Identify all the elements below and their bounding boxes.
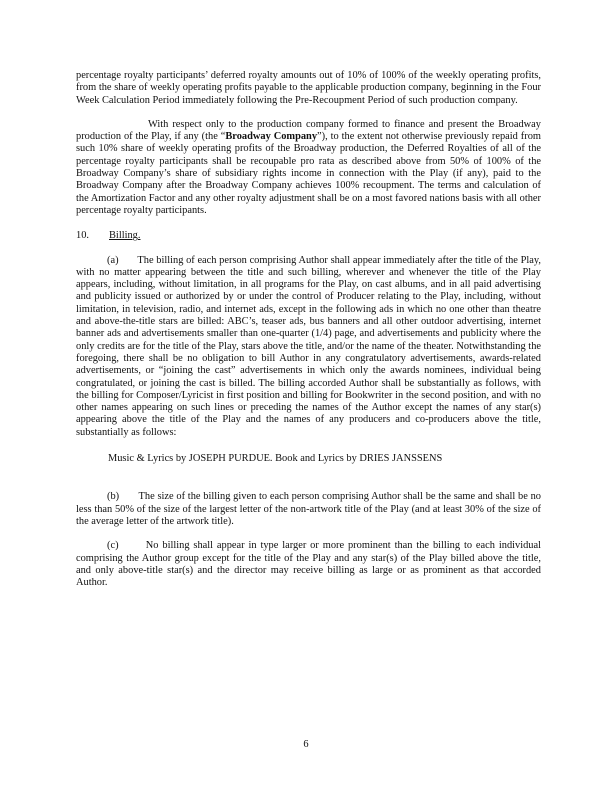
subsection-a-label: (a) [107, 254, 119, 266]
billing-credit-line: Music & Lyrics by JOSEPH PURDUE. Book and Lyrics by DRIES JANSSENS [108, 453, 443, 465]
paragraph-broadway-company-end: ”), to the extent not otherwise previously repaid from such 10% share of weekly operating profits of the Broadway production, the Deferred Royalties of all of the percentage royalty participants shall be recoupable pro rata as described above from 50% of 100% of the Broadway Company’s share of subsidiary rights income in connection with the Play (if any), paid to the Broadway Company after the Broadway Company achieves 100% recoupment. The terms and calculation of the Amortization Factor and any other royalty adjustment shall be on a most favored nations basis with all other percentage royalty participants. [76, 131, 541, 216]
subsection-a-text: The billing of each person comprising Author shall appear immediately after the title of the Play, with no matter appearing between the title and such billing, wherever and whenever the title of the Play appears, including, without limitation, in all programs for the Play, on cast albums, and in all paid advertising and publicity issued or authorized by or under the control of Producer relating to the Play, including, without limitation, in television, radio, and internet ads, except in the following ads in which no one other than theatre and above-the-title stars are billed: ABC’s, teaser ads, bus banners and all other outdoor advertising, internet banner ads and advertisements smaller than one-quarter (1/4) page, and advertisements and publicity where the only credits are for the title of the Play, stars above the title, and/or the name of the theater. Notwithstanding the foregoing, there shall be no obligation to bill Author in any congratulatory advertisements, awards-related advertisements, or “joining the cast” advertisements in which only the awards nominees, individual being congratulated, or joining the cast is billed. The billing accorded Author shall be substantially as follows, with the billing for Composer/Lyricist in first position and billing for Bookwriter in the second position, and with no other names appearing on such lines or preceding the names of the Author except the names of any star(s) appearing above the title of the Play and the names of any producers and co-producers above the title, substantially as follows: [76, 254, 542, 438]
page-number: 6 [303, 739, 309, 750]
section-heading-billing [76, 230, 541, 242]
paragraph-broadway-company-start: With respect only to the production company formed to finance and present the Broadway production of the Play, if any (the “ [76, 118, 541, 143]
subsection-b [76, 491, 541, 528]
subsection-b-label: (b) [107, 491, 120, 503]
document-page [76, 70, 541, 589]
subsection-b-text: The size of the billing given to each person comprising Author shall be the same and shall be no less than 50% of the size of the largest letter of the non-artwork title of the Play (and at least 30% of the size of the average letter of the artwork title). [76, 491, 542, 527]
section-number: 10. [76, 230, 89, 242]
paragraph-deferred-royalties: percentage royalty participants’ deferred royalty amounts out of 10% of 100% of the weekly operating profits, from the share of weekly operating profits payable to the applicable production company, beginning in the Four Week Calculation Period immediately following the Pre-Recoupment Period of such production company. [76, 70, 541, 106]
paragraph-broadway-company [76, 119, 541, 217]
section-title: Billing. [109, 230, 141, 242]
subsection-c-text: No billing shall appear in type larger or more prominent than the billing to each individual comprising the Author group except for the title of the Play and any star(s) of the Play billed above the title, and only above-title star(s) and the director may receive billing as large or as prominent as that accorded Author. [76, 540, 541, 589]
subsection-c [76, 540, 541, 589]
subsection-c-label: (c) [107, 540, 119, 552]
subsection-a [76, 255, 541, 439]
defined-term-broadway-company: Broadway Company [225, 131, 318, 143]
